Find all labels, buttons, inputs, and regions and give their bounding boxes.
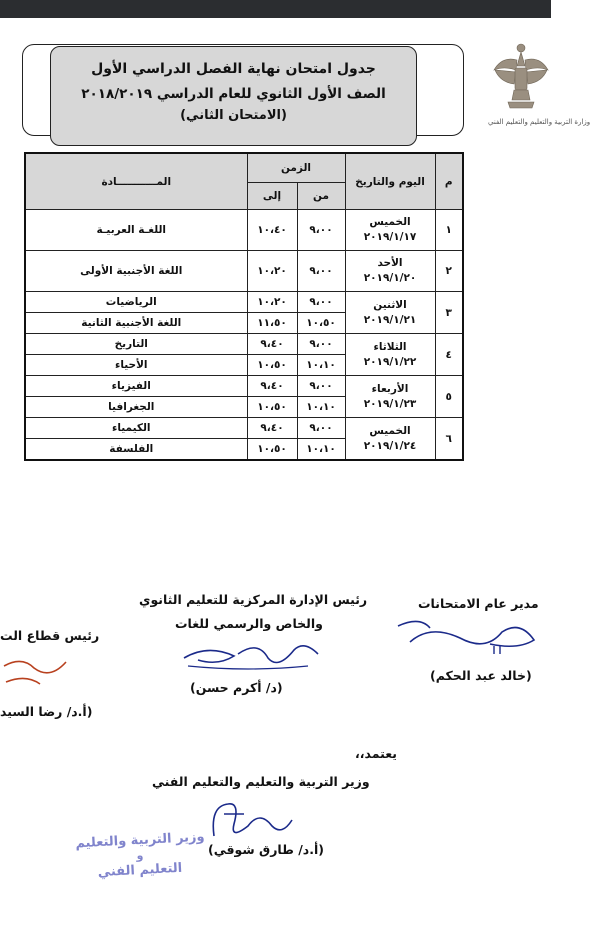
time-to: ٩،٤٠ bbox=[247, 334, 297, 355]
central-admin-signature-icon bbox=[178, 636, 328, 676]
row-num: ٥ bbox=[435, 376, 463, 418]
time-from: ٩،٠٠ bbox=[297, 251, 345, 292]
day-name: الثلاثاء bbox=[373, 340, 407, 353]
ministry-stamp bbox=[66, 829, 214, 894]
subject: الكيمياء bbox=[25, 418, 247, 439]
header-title-box bbox=[50, 46, 417, 146]
time-from: ٩،٠٠ bbox=[297, 376, 345, 397]
header-subtitle: الصف الأول الثانوي للعام الدراسي ٢٠١٨/٢٠١٩ bbox=[81, 86, 386, 102]
header-subject: المـــــــــــادة bbox=[25, 153, 247, 210]
stamp-line1: وزير التربية والتعليم bbox=[75, 829, 205, 852]
minister-signature-icon bbox=[200, 796, 300, 848]
row-day-date bbox=[345, 292, 435, 334]
table-row bbox=[25, 292, 463, 313]
row-num: ٣ bbox=[435, 292, 463, 334]
sector-head-title: رئيس قطاع الت bbox=[0, 628, 100, 643]
subject: اللغـة العربيـة bbox=[25, 210, 247, 251]
header-num: م bbox=[435, 153, 463, 210]
approval-label: يعتمد،، bbox=[355, 746, 397, 761]
sector-head-signature-icon bbox=[0, 652, 70, 692]
time-from: ١٠،١٠ bbox=[297, 397, 345, 418]
day-date: ٢٠١٩/١/١٧ bbox=[363, 231, 417, 243]
table-row bbox=[25, 210, 463, 251]
header-title: جدول امتحان نهاية الفصل الدراسي الأول bbox=[91, 61, 376, 77]
day-name: الاثنين bbox=[373, 298, 407, 311]
exams-director-signature-icon bbox=[390, 612, 540, 660]
row-day-date bbox=[345, 251, 435, 292]
time-from: ٩،٠٠ bbox=[297, 292, 345, 313]
central-admin-name: (د/ أكرم حسن) bbox=[190, 680, 283, 695]
time-to: ١٠،٥٠ bbox=[247, 439, 297, 461]
time-from: ١٠،١٠ bbox=[297, 355, 345, 376]
row-num: ٤ bbox=[435, 334, 463, 376]
subject: الفيزياء bbox=[25, 376, 247, 397]
header-day-date: اليوم والتاريخ bbox=[345, 153, 435, 210]
time-from: ٩،٠٠ bbox=[297, 210, 345, 251]
time-to: ٩،٤٠ bbox=[247, 418, 297, 439]
row-day-date bbox=[345, 376, 435, 418]
header-to: إلى bbox=[247, 183, 297, 210]
time-from: ١٠،٥٠ bbox=[297, 313, 345, 334]
subject: اللغة الأجنبية الثانية bbox=[25, 313, 247, 334]
table-row bbox=[25, 334, 463, 355]
table-row bbox=[25, 418, 463, 439]
row-num: ٦ bbox=[435, 418, 463, 461]
header-from: من bbox=[297, 183, 345, 210]
exam-schedule-table bbox=[24, 152, 464, 461]
minister-name: (أ.د/ طارق شوقي) bbox=[208, 842, 324, 857]
subject: التاريخ bbox=[25, 334, 247, 355]
day-name: الأحد bbox=[377, 257, 403, 269]
time-to: ١٠،٥٠ bbox=[247, 355, 297, 376]
exams-director-title: مدير عام الامتحانات bbox=[418, 596, 539, 611]
central-admin-title-line2: والخاص والرسمي للغات bbox=[175, 616, 323, 631]
day-date: ٢٠١٩/١/٢١ bbox=[363, 313, 417, 326]
minister-title: وزير التربية والتعليم والتعليم الفني bbox=[152, 774, 370, 789]
day-name: الأربعاء bbox=[371, 382, 409, 395]
time-to: ١٠،٥٠ bbox=[247, 397, 297, 418]
time-to: ٩،٤٠ bbox=[247, 376, 297, 397]
time-to: ١٠،٢٠ bbox=[247, 251, 297, 292]
sector-head-name: (أ.د/ رضا السيد bbox=[0, 704, 93, 719]
subject: الجغرافيا bbox=[25, 397, 247, 418]
top-dark-bar bbox=[0, 0, 551, 18]
subject: الفلسفة bbox=[25, 439, 247, 461]
row-day-date bbox=[345, 210, 435, 251]
time-from: ٩،٠٠ bbox=[297, 334, 345, 355]
day-date: ٢٠١٩/١/٢٤ bbox=[363, 439, 417, 452]
day-date: ٢٠١٩/١/٢٠ bbox=[363, 272, 417, 284]
time-from: ١٠،١٠ bbox=[297, 439, 345, 461]
subject: الأحياء bbox=[25, 355, 247, 376]
egypt-eagle-emblem-icon bbox=[490, 36, 550, 126]
row-day-date bbox=[345, 334, 435, 376]
subject: الرياضيات bbox=[25, 292, 247, 313]
day-date: ٢٠١٩/١/٢٣ bbox=[363, 397, 417, 410]
exams-director-name: (خالد عبد الحكم) bbox=[430, 668, 532, 683]
time-to: ١١،٥٠ bbox=[247, 313, 297, 334]
stamp-line2: و bbox=[136, 849, 144, 862]
header-time: الزمن bbox=[247, 153, 345, 183]
header-exam-label: (الامتحان الثاني) bbox=[180, 108, 287, 123]
day-name: الخميس bbox=[369, 216, 411, 228]
time-to: ١٠،٢٠ bbox=[247, 292, 297, 313]
row-num: ٢ bbox=[435, 251, 463, 292]
stamp-line3: التعليم الفني bbox=[97, 860, 183, 881]
row-num: ١ bbox=[435, 210, 463, 251]
time-from: ٩،٠٠ bbox=[297, 418, 345, 439]
ministry-caption: وزارة التربية والتعليم والتعليم الفني bbox=[488, 118, 590, 126]
table-row bbox=[25, 251, 463, 292]
day-name: الخميس bbox=[369, 424, 411, 437]
central-admin-title-line1: رئيس الإدارة المركزية للتعليم الثانوي bbox=[139, 592, 368, 607]
row-day-date bbox=[345, 418, 435, 461]
day-date: ٢٠١٩/١/٢٢ bbox=[363, 355, 417, 368]
time-to: ١٠،٤٠ bbox=[247, 210, 297, 251]
table-row bbox=[25, 376, 463, 397]
subject: اللغة الأجنبية الأولى bbox=[25, 251, 247, 292]
